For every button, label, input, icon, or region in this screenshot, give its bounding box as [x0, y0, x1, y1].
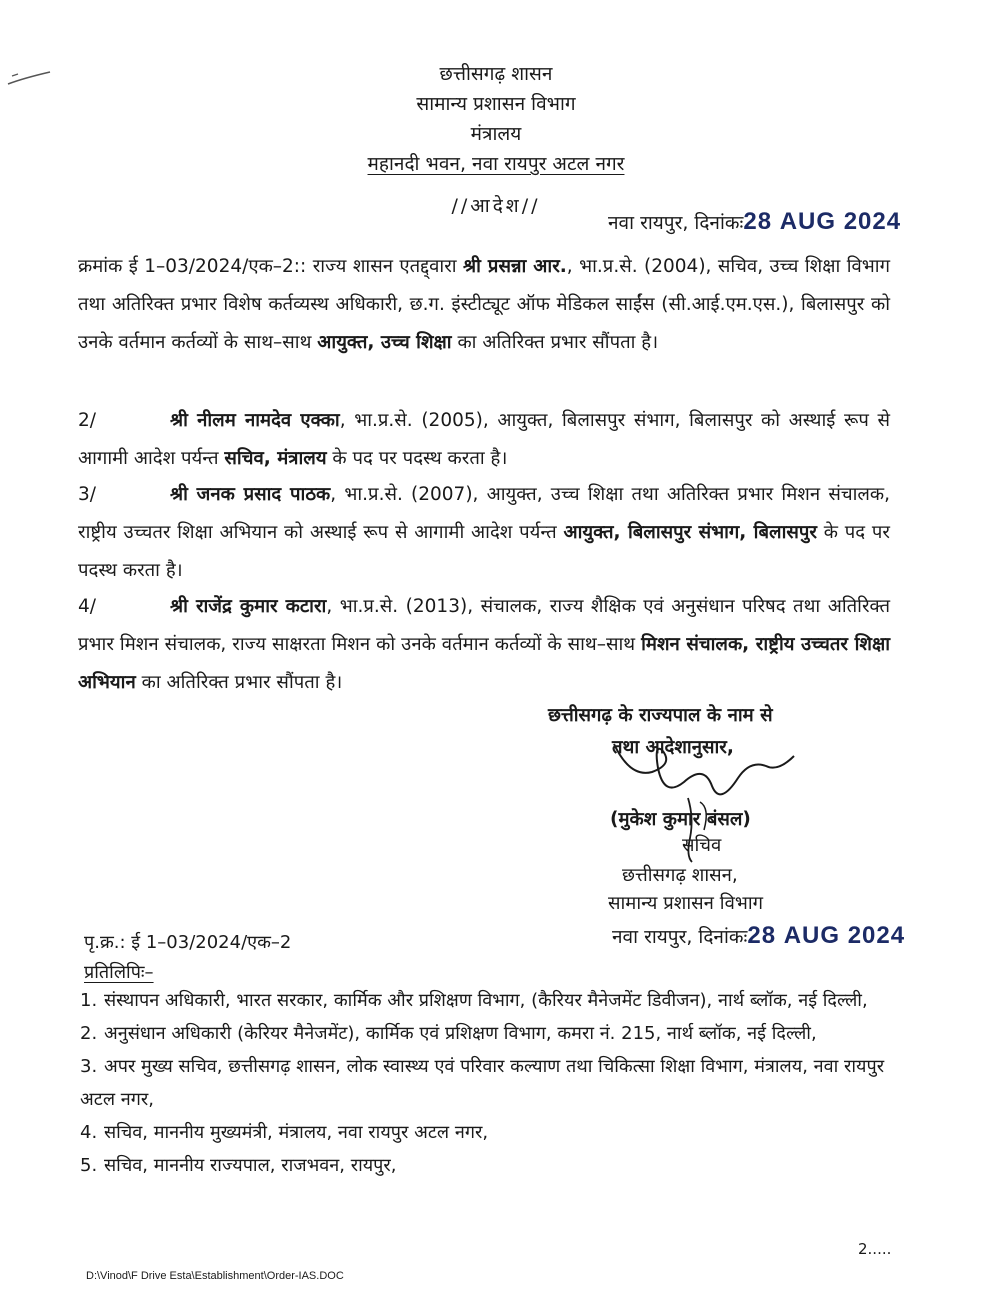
date-label: नवा रायपुर, दिनांकः	[608, 212, 744, 234]
header-department: सामान्य प्रशासन विभाग	[416, 93, 576, 115]
officer-name-4: श्री राजेंद्र कुमार कटारा	[170, 596, 327, 617]
endorsement-reference: पृ.क्र.: ई 1–03/2024/एक–2	[84, 932, 292, 953]
officer-name-1: श्री प्रसन्ना आर.	[463, 256, 567, 277]
date-line	[608, 208, 901, 236]
endorsement-date-label: नवा रायपुर, दिनांकः	[612, 926, 748, 948]
signature-order-line: तथा आदेशानुसार,	[612, 737, 734, 758]
order-paragraph-2: 2/ श्री नीलम नामदेव एक्का, भा.प्र.से. (2005), आयुक्त, बिलासपुर संभाग, बिलासपुर को अस्थाई रूप से आगामी आदेश पर्यन्त सचिव, मंत्रालय के पद पर पदस्थ करता है।	[78, 402, 890, 478]
post-name-1: आयुक्त, उच्च शिक्षा	[317, 332, 452, 353]
list-item: 5. सचिव, माननीय राज्यपाल, राजभवन, रायपुर,	[80, 1155, 397, 1176]
copy-heading-text: प्रतिलिपिः–	[84, 962, 154, 983]
paragraph-number: 3/	[78, 484, 97, 505]
header-ministry: मंत्रालय	[470, 123, 522, 145]
post-name-3: आयुक्त, बिलासपुर संभाग, बिलासपुर	[563, 522, 817, 543]
post-name-4: मिशन संचालक, राष्ट्रीय उच्चतर शिक्षा अभियान	[78, 634, 891, 693]
officer-name-3: श्री जनक प्रसाद पाठक	[170, 484, 331, 505]
list-item: 2. अनुसंधान अधिकारी (केरियर मैनेजमेंट), कार्मिक एवं प्रशिक्षण विभाग, कमरा नं. 215, नार्थ ब्लॉक, नई दिल्ली,	[80, 1023, 817, 1044]
page-continue: 2.....	[858, 1240, 892, 1258]
order-reference: क्रमांक ई 1–03/2024/एक–2::	[78, 256, 307, 277]
list-item: 4. सचिव, माननीय मुख्यमंत्री, मंत्रालय, नवा रायपुर अटल नगर,	[80, 1122, 489, 1143]
order-paragraph-4: 4/ श्री राजेंद्र कुमार कटारा, भा.प्र.से. (2013), संचालक, राज्य शैक्षिक एवं अनुसंधान परिषद तथा अतिरिक्त प्रभार मिशन संचालक, राज्य साक्षरता मिशन को उनके वर्तमान कर्तव्यों के साथ–साथ मिशन संचालक, राष्ट्रीय उच्चतर शिक्षा अभियान का अतिरिक्त प्रभार सौंपता है।	[78, 588, 890, 702]
header-address-text: महानदी भवन, नवा रायपुर अटल नगर	[367, 153, 625, 175]
footer-file-path: D:\Vinod\F Drive Esta\Establishment\Order-IAS.DOC	[86, 1270, 344, 1282]
date-stamp: 28 AUG 2024	[743, 208, 902, 235]
list-item: 1. संस्थापन अधिकारी, भारत सरकार, कार्मिक और प्रशिक्षण विभाग, (कैरियर मैनेजमेंट डिवीजन), नार्थ ब्लॉक, नई दिल्ली,	[80, 990, 868, 1011]
copy-list	[80, 984, 900, 1182]
order-paragraph-3: 3/ श्री जनक प्रसाद पाठक, भा.प्र.से. (2007), आयुक्त, उच्च शिक्षा तथा अतिरिक्त प्रभार मिशन संचालक, राष्ट्रीय उच्चतर शिक्षा अभियान को अस्थाई रूप से आगामी आदेश पर्यन्त आयुक्त, बिलासपुर संभाग, बिलासपुर के पद पर पदस्थ करता है।	[78, 476, 890, 590]
paragraph-number: 4/	[78, 596, 97, 617]
signature-authority-line: छत्तीसगढ़ के राज्यपाल के नाम से	[548, 705, 773, 726]
endorsement-date-stamp: 28 AUG 2024	[747, 922, 906, 949]
post-name-2: सचिव, मंत्रालय	[224, 448, 327, 469]
list-item: 3. अपर मुख्य सचिव, छत्तीसगढ़ शासन, लोक स्वास्थ्य एवं परिवार कल्याण तथा चिकित्सा शिक्षा विभाग, मंत्रालय, नवा रायपुर अटल नगर,	[80, 1056, 885, 1110]
officer-name-2: श्री नीलम नामदेव एक्का	[170, 410, 340, 431]
header-government: छत्तीसगढ़ शासन	[439, 63, 553, 85]
order-title: //आदेश//	[451, 195, 541, 217]
order-paragraph-1: क्रमांक ई 1–03/2024/एक–2:: राज्य शासन एतद्द्वारा श्री प्रसन्ना आर., भा.प्र.से. (2004), सचिव, उच्च शिक्षा विभाग तथा अतिरिक्त प्रभार विशेष कर्तव्यस्थ अधिकारी, छ.ग. इंस्टीट्यूट ऑफ मेडिकल साईंस (सी.आई.एम.एस.), बिलासपुर को उनके वर्तमान कर्तव्यों के साथ–साथ आयुक्त, उच्च शिक्षा का अतिरिक्त प्रभार सौंपता है।	[78, 256, 890, 353]
signatory-org-1: छत्तीसगढ़ शासन,	[622, 865, 738, 886]
signatory-name: (मुकेश कुमार बंसल)	[610, 809, 751, 830]
copy-heading	[84, 960, 154, 984]
paragraph-number: 2/	[78, 410, 97, 431]
signatory-org-2: सामान्य प्रशासन विभाग	[608, 893, 764, 914]
header-address	[0, 150, 992, 176]
signatory-designation: सचिव	[682, 835, 722, 856]
endorsement-date-line	[612, 922, 905, 950]
